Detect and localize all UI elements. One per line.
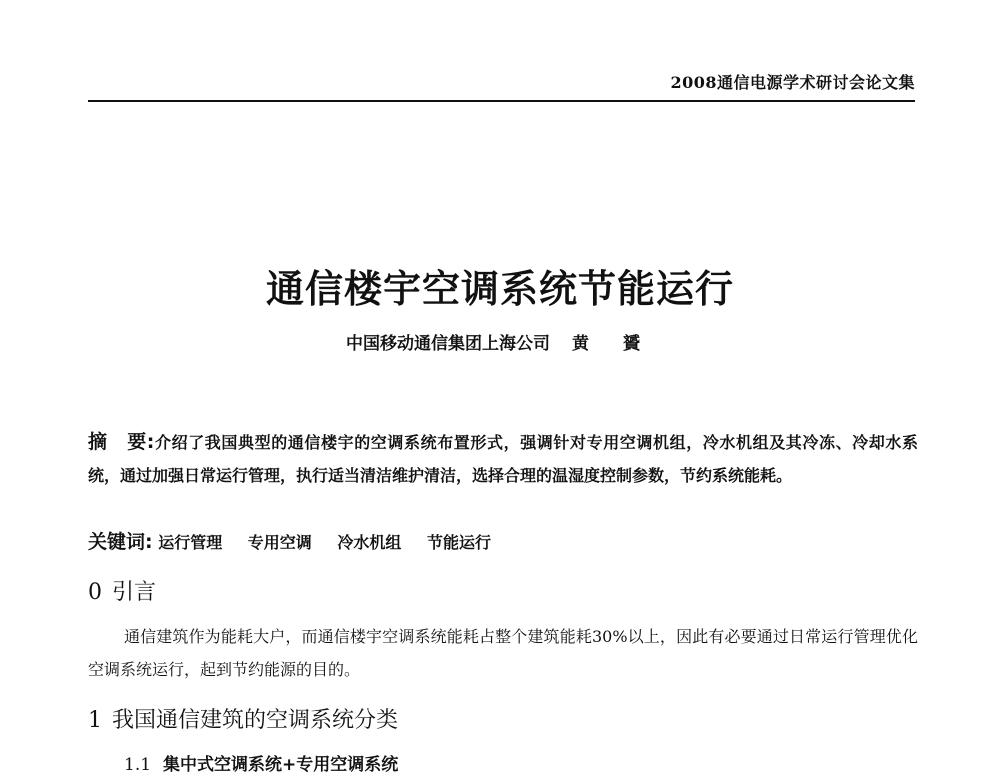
header-rule bbox=[88, 100, 915, 102]
section-number: 0 bbox=[88, 580, 102, 605]
abstract-text: 介绍了我国典型的通信楼宇的空调系统布置形式，强调针对专用空调机组，冷水机组及其冷冻、冷却水系统，通过加强日常运行管理，执行适当清洁维护清洁，选择合理的温湿度控制参数，节约系统能耗。 bbox=[88, 433, 918, 485]
subsection-number: 1.1 bbox=[124, 755, 152, 775]
keyword: 运行管理 bbox=[158, 533, 223, 552]
subsection-heading bbox=[124, 750, 398, 775]
affiliation: 中国移动通信集团上海公司 bbox=[346, 334, 551, 354]
abstract bbox=[88, 426, 918, 492]
keyword: 节能运行 bbox=[426, 533, 491, 552]
paper-title: 通信楼宇空调系统节能运行 bbox=[265, 267, 734, 311]
keywords bbox=[88, 527, 918, 554]
section-title: 我国通信建筑的空调系统分类 bbox=[112, 708, 399, 733]
abstract-label: 摘 要: bbox=[88, 431, 155, 453]
section-heading-intro bbox=[88, 575, 156, 606]
keyword: 专用空调 bbox=[247, 533, 312, 552]
keywords-label: 关键词: bbox=[88, 531, 153, 553]
running-header: 2008通信电源学术研讨会论文集 bbox=[670, 73, 915, 92]
intro-paragraph: 通信建筑作为能耗大户，而通信楼宇空调系统能耗占整个建筑能耗30%以上，因此有必要通过日常运行管理优化空调系统运行，起到节约能源的目的。 bbox=[88, 627, 918, 679]
subsection-title: 集中式空调系统+专用空调系统 bbox=[163, 755, 399, 775]
section-heading-classification bbox=[88, 703, 398, 734]
section-title: 引言 bbox=[112, 580, 157, 605]
author-name: 黄 贇 bbox=[572, 334, 654, 354]
section-number: 1 bbox=[88, 708, 102, 733]
keyword: 冷水机组 bbox=[337, 533, 402, 552]
byline bbox=[0, 329, 1000, 354]
